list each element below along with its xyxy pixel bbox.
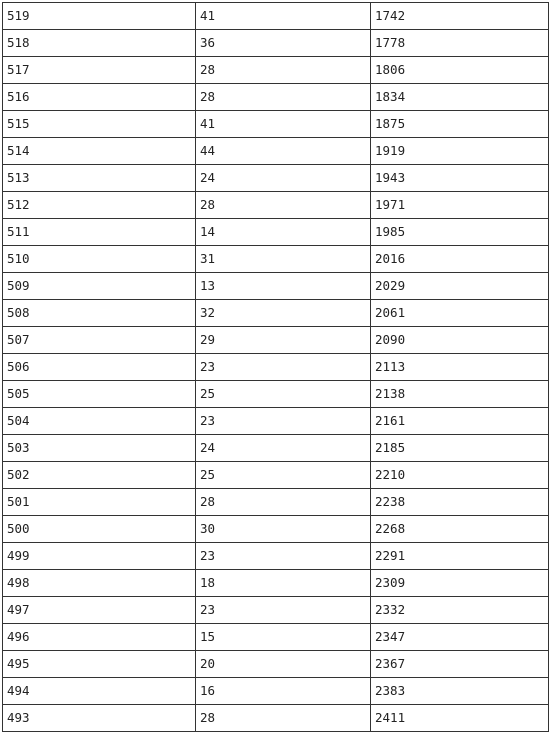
table-row [3, 57, 549, 84]
table-cell: 2347 [371, 624, 549, 651]
table-row [3, 138, 549, 165]
table-cell: 515 [3, 111, 196, 138]
table-cell: 25 [196, 381, 371, 408]
table-cell: 2029 [371, 273, 549, 300]
table-row [3, 219, 549, 246]
table-cell: 2383 [371, 678, 549, 705]
table-cell: 2113 [371, 354, 549, 381]
table-row [3, 651, 549, 678]
table-cell: 28 [196, 489, 371, 516]
table-cell: 493 [3, 705, 196, 732]
table-cell: 16 [196, 678, 371, 705]
table-cell: 24 [196, 165, 371, 192]
table-cell: 2332 [371, 597, 549, 624]
table-cell: 41 [196, 3, 371, 30]
table-cell: 14 [196, 219, 371, 246]
table-cell: 498 [3, 570, 196, 597]
table-cell: 29 [196, 327, 371, 354]
table-row [3, 543, 549, 570]
table-cell: 44 [196, 138, 371, 165]
table-row [3, 408, 549, 435]
table-cell: 516 [3, 84, 196, 111]
table-row [3, 435, 549, 462]
table-cell: 13 [196, 273, 371, 300]
table-cell: 24 [196, 435, 371, 462]
table-cell: 1943 [371, 165, 549, 192]
table-cell: 508 [3, 300, 196, 327]
table-cell: 2309 [371, 570, 549, 597]
table-cell: 504 [3, 408, 196, 435]
table-row [3, 516, 549, 543]
table-row [3, 273, 549, 300]
table-cell: 36 [196, 30, 371, 57]
table-row [3, 111, 549, 138]
table-cell: 28 [196, 57, 371, 84]
table-cell: 18 [196, 570, 371, 597]
table-cell: 28 [196, 84, 371, 111]
table-cell: 23 [196, 408, 371, 435]
table-cell: 1742 [371, 3, 549, 30]
table-cell: 2061 [371, 300, 549, 327]
table-cell: 28 [196, 705, 371, 732]
table-cell: 1875 [371, 111, 549, 138]
table-cell: 2138 [371, 381, 549, 408]
table-row [3, 3, 549, 30]
table-cell: 28 [196, 192, 371, 219]
table-cell: 518 [3, 30, 196, 57]
table-cell: 41 [196, 111, 371, 138]
table-cell: 2411 [371, 705, 549, 732]
table-cell: 505 [3, 381, 196, 408]
table-cell: 2161 [371, 408, 549, 435]
table-cell: 25 [196, 462, 371, 489]
table-cell: 23 [196, 597, 371, 624]
table-cell: 1919 [371, 138, 549, 165]
table-row [3, 489, 549, 516]
table-cell: 1778 [371, 30, 549, 57]
table-cell: 1834 [371, 84, 549, 111]
table-row [3, 597, 549, 624]
table-cell: 2268 [371, 516, 549, 543]
table-body [3, 3, 549, 732]
table-cell: 506 [3, 354, 196, 381]
table-cell: 494 [3, 678, 196, 705]
table-cell: 23 [196, 354, 371, 381]
score-table [2, 2, 549, 732]
table-cell: 2016 [371, 246, 549, 273]
table-row [3, 462, 549, 489]
table-cell: 501 [3, 489, 196, 516]
table-cell: 495 [3, 651, 196, 678]
table-cell: 2367 [371, 651, 549, 678]
table-cell: 497 [3, 597, 196, 624]
table-row [3, 30, 549, 57]
table-cell: 1806 [371, 57, 549, 84]
table-cell: 1985 [371, 219, 549, 246]
table-cell: 519 [3, 3, 196, 30]
table-row [3, 327, 549, 354]
table-cell: 514 [3, 138, 196, 165]
table-row [3, 624, 549, 651]
table-cell: 512 [3, 192, 196, 219]
table-cell: 2238 [371, 489, 549, 516]
table-cell: 23 [196, 543, 371, 570]
table-cell: 507 [3, 327, 196, 354]
table-row [3, 300, 549, 327]
table-cell: 2185 [371, 435, 549, 462]
table-cell: 503 [3, 435, 196, 462]
table-cell: 2291 [371, 543, 549, 570]
table-cell: 32 [196, 300, 371, 327]
table-row [3, 678, 549, 705]
table-row [3, 354, 549, 381]
table-cell: 502 [3, 462, 196, 489]
table-cell: 20 [196, 651, 371, 678]
table-row [3, 84, 549, 111]
table-cell: 496 [3, 624, 196, 651]
table-row [3, 570, 549, 597]
table-row [3, 165, 549, 192]
table-cell: 500 [3, 516, 196, 543]
table-cell: 510 [3, 246, 196, 273]
table-cell: 31 [196, 246, 371, 273]
table-cell: 30 [196, 516, 371, 543]
table-row [3, 192, 549, 219]
table-cell: 517 [3, 57, 196, 84]
table-cell: 509 [3, 273, 196, 300]
table-cell: 2210 [371, 462, 549, 489]
table-cell: 499 [3, 543, 196, 570]
table-cell: 2090 [371, 327, 549, 354]
table-row [3, 381, 549, 408]
table-cell: 1971 [371, 192, 549, 219]
table-row [3, 705, 549, 732]
table-row [3, 246, 549, 273]
table-cell: 15 [196, 624, 371, 651]
table-cell: 511 [3, 219, 196, 246]
table-cell: 513 [3, 165, 196, 192]
